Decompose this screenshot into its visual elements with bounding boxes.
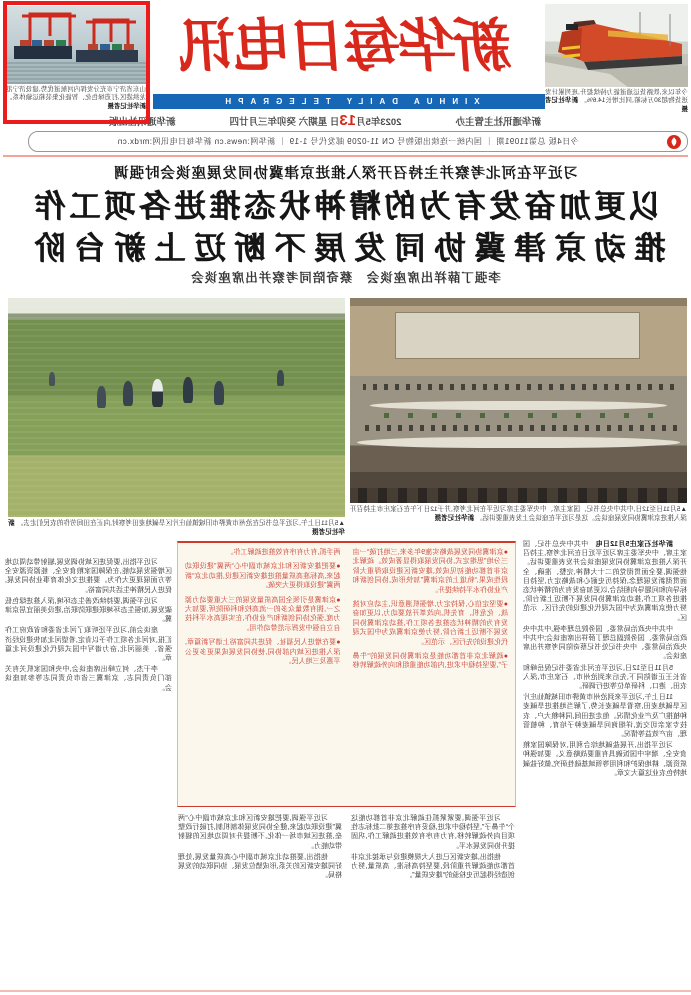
person-figure <box>277 370 284 386</box>
masthead-english-band: XINHUA DAILY TELEGRAPH <box>153 94 545 109</box>
article-column-2: 习近平强调,要紧紧抓住疏解北京非首都功能这个“牛鼻子”,坚持稳中求进,稳妥有序推进第二批标志性项目向外疏解转移,有力有序有效推进疏解工作,巩固提升协同发展水平。 他指出,雄安新区已进入大规模建设与承接北京非首都功能疏解并重阶段,要坚持高标准、高质量,努力创造经得起历史检验的“雄安质量”。 <box>351 815 515 880</box>
meeting-attendees-row2 <box>360 425 677 431</box>
weekday: 星期六 <box>298 117 328 128</box>
organizer-label: 新华通讯社主管主办 <box>455 116 541 128</box>
masthead-divider <box>3 155 688 157</box>
train-photo-caption: 今年以来,铁路货运通道能力持续提升,班列累计发送货物超30万标箱,同比增长14.6%。 新华社记者摄 <box>544 89 688 113</box>
masthead-title: 新华每日电讯 <box>178 14 514 79</box>
lunar-date: 癸卯年三月廿四 <box>229 117 297 128</box>
person-figure <box>97 386 106 408</box>
headline-subhead: 李强丁薛祥出席座谈会 蔡奇陪同考察并出席座谈会 <box>190 271 501 285</box>
train-photo-figure <box>545 4 688 114</box>
article-column-1: 新华社石家庄5月12日电 中共中央总书记、国家主席、中央军委主席习近平近日在河北考察,主持召开深入推进京津冀协同发展座谈会并发表重要讲话。他强调,要全面贯彻党的二十大精神,完整、准确、全面贯彻新发展理念,保持历史耐心和战略定力,坚持目标导向和问题导向相结合,以更加奋发有为的精神状态推进各项工作,推动京津冀协同发展不断迈上新台阶,努力使京津冀成为中国式现代化建设的先行区、示范区。 中共中央政治局常委、国务院总理李强,中共中央政治局常委、国务院副总理丁薛祥出席座谈会;中共中央政治局常委、中央书记处书记蔡奇陪同考察并出席座谈会。 5月11日至12日,习近平在河北省委书记倪岳峰和省长王正谱陪同下,先后来到沧州市、石家庄市,深入农田、港口、科研单位等进行调研。 11日上午,习近平来到沧州市黄骅市旧城镇仙庄片区旱碱地麦田,察看旱碱麦长势,了解当地推进旱碱麦种植推广及产业化情况。他走进田间,同种粮大户、农技专家亲切交流,详细询问旱碱麦种子培育、种植管理、亩产效益等情况。 习近平指出,开展盐碱地综合利用,对保障国家粮食安全、端牢中国饭碗具有重要战略意义。要加强种质资源、耕地保护和利用等领域基础性研究,做好盐碱地特色农业这篇大文章。 <box>523 541 687 777</box>
meeting-photo-credit: 新华社记者摄 <box>434 514 475 522</box>
meeting-foreground-heads <box>350 488 687 503</box>
meeting-photo-figure <box>350 298 687 524</box>
port-photo-credit: 新华社记者摄 <box>107 102 146 110</box>
xinhua-globe-icon <box>667 135 681 149</box>
meeting-attendees-row <box>364 384 674 390</box>
red-annotation-box <box>3 1 150 124</box>
highlight-quotes-box: ●京津冀协同发展战略实施9年多来,三地打破“一亩三分地”思维定式,协同发展取得显著成效。疏解北京非首都功能初见成效,雄安新区建设取得重大阶段性成果,“轨道上的京津冀”加快形成,协同创新和产业协作水平持续提升。 ●要坚定信心,保持定力,增强机遇意识,主动应对挑战、化危机、育先机,向改革开放要动力,以更加奋发有为的精神状态推进各项工作,推动京津冀协同发展不断迈上新台阶,努力使京津冀成为中国式现代化建设的先行区、示范区。 ●疏解北京非首都功能是京津冀协同发展的“牛鼻子”,要坚持稳中求进,内部功能重组和向外疏解转移两手抓,有力有序有效推进疏解工作。 ●要把雄安新区和北京城市副中心“两翼”建设联动起来,高标准高质量推进雄安新区建设,推动北京“新两翼”建设取得更大突破。 ●京津冀是引领全国高质量发展的三大重要动力源之一,拥有数量众多的一流高校和科研院所,要加大力度,强化协同创新和产业协作,在实现高水平科技自立自强中发挥示范带动作用。 ●要在增进人民福祉、促进共同富裕上谱写新篇章,深入推进区域内部协同,使协同发展成果更多更公平惠及三地人民。 <box>177 541 516 807</box>
headline-kicker: 习近平在河北考察并主持召开深入推进京津冀协同发展座谈会时强调 <box>113 166 578 182</box>
publication-row <box>109 112 541 129</box>
headline-line1: 以更加奋发有为的精神状态推进各项工作 <box>30 189 661 224</box>
field-photo-caption: ▲5月11日上午,习近平总书记在沧州市黄骅市旧城镇仙庄片区旱碱地麦田考察时,向正在田间劳作的农民们走去。 新华社记者摄 <box>8 520 345 536</box>
page-bottom-rule <box>0 990 691 992</box>
field-photo-figure <box>8 298 345 538</box>
train-photo <box>545 4 688 87</box>
field-texture <box>8 298 345 517</box>
article-column-4: 习近平指出,要促进区域协调发展,辐射带动周边地区增强发展动能,在保障国家粮食安全、能源资源安全等方面展现更大作为。要推进文化体育事业协同发展,促进人民精神生活共同富裕。 习近平强调,要持续改善生态环境,深入推进绿色低碳发展,加强生态环境联建联防联治,建设美丽宜居京津冀。 座谈会前,习近平还听取了河北省委和省政府工作汇报,对河北各项工作予以肯定,希望河北加快建设经济强省、美丽河北,奋力谱写中国式现代化建设河北篇章。 李干杰、何立峰出席座谈会,中央和国家机关有关部门负责同志、京津冀三省市负责同志等参加座谈会。 <box>5 559 172 692</box>
meeting-photo <box>350 298 687 503</box>
date-day: 13 <box>339 112 357 129</box>
port-photo-caption: 山东省济宁市充分发挥内河航道优势,建设济宁港龙拱港区,打造绿色化、智能化集装箱运输体系。 新华社记者摄 <box>6 86 146 110</box>
article-dateline: 新华社石家庄5月12日电 <box>595 541 673 548</box>
person-figure <box>214 381 224 405</box>
field-photo <box>8 298 345 517</box>
meeting-room-screen <box>395 312 640 359</box>
meeting-table <box>370 401 667 410</box>
field-photo-credit: 新华社记者摄 <box>8 520 345 536</box>
headline-line2: 推动京津冀协同发展不断迈上新台阶 <box>25 231 666 266</box>
issue-info-capsule <box>28 131 688 152</box>
article-column-3: 习近平强调,要把雄安新区和北京城市副中心“两翼”建设联动起来,健全协同发展体制机制,打破行政壁垒,推进区域市场一体化,不断提升对周边地区的辐射带动能力。 他指出,要推动北京城市副中心高质量发展,处理好同雄安新区的关系,形成错位发展、协同联动的发展格局。 <box>178 815 342 880</box>
person-figure <box>183 377 193 403</box>
date-line: 2023年5月13日 星期六 癸卯年三月廿四 <box>229 112 402 129</box>
person-figure <box>123 381 133 406</box>
person-figure-center <box>152 379 163 407</box>
meeting-photo-caption: ▲5月11日至12日,中共中央总书记、国家主席、中央军委主席习近平在河北考察,并于12日下午在石家庄市主持召开深入推进京津冀协同发展座谈会。这是习近平在座谈会上发表重要讲话。 新华社记者摄 <box>350 506 687 522</box>
train-photo-credit: 新华社记者摄 <box>544 97 688 113</box>
meeting-table-plants <box>384 413 654 418</box>
publisher-label: 新华通讯社出版 <box>109 116 176 128</box>
issue-info-line: 今日4版 总第11091期 ｜ 国内统一连续出版物号 CN 11-0209 邮发代号 1-19 ｜ 新华网:news.cn 新华每日电讯网:mrdx.cn <box>117 137 579 146</box>
train-illustration <box>545 4 688 87</box>
person-figure <box>49 372 55 386</box>
